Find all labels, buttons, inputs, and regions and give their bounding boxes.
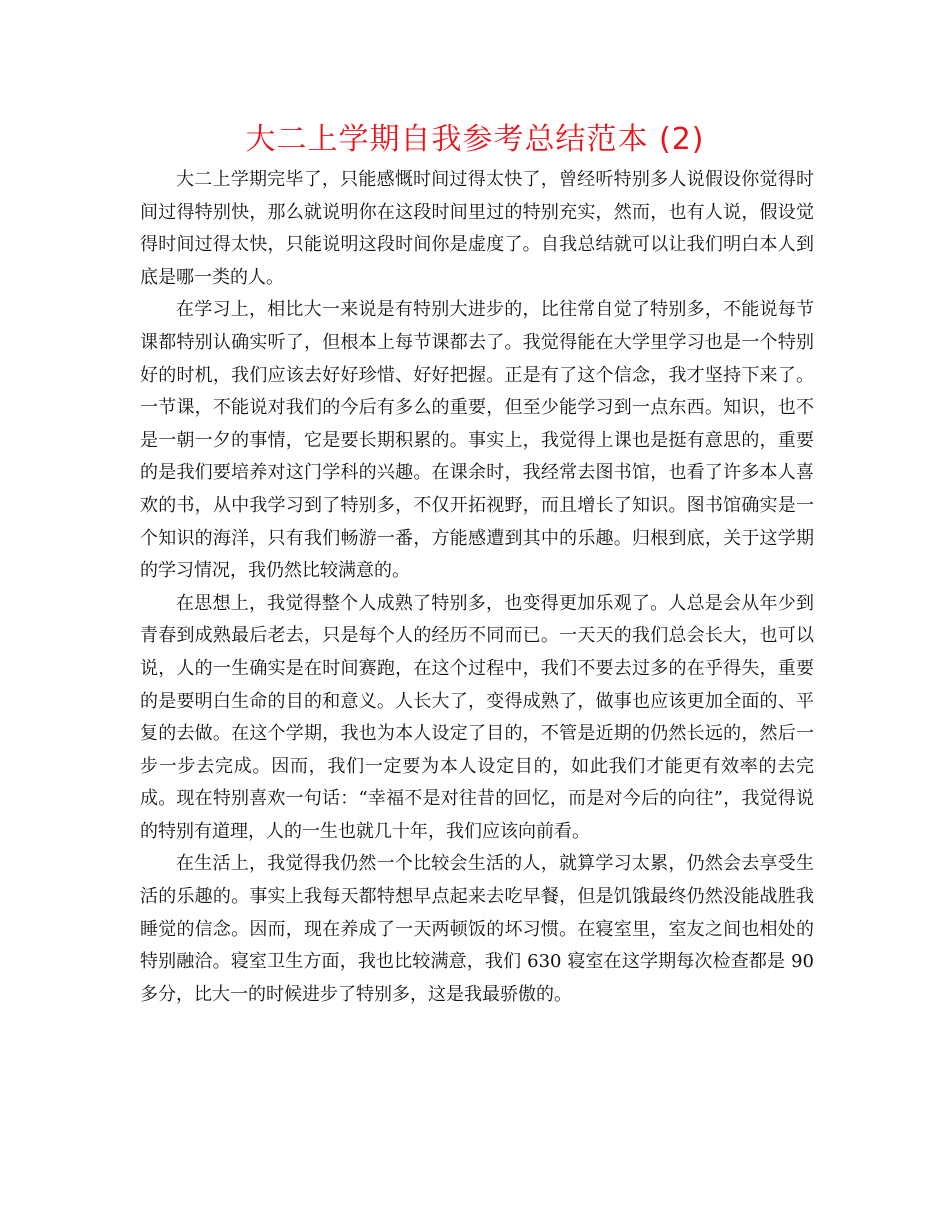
- paragraph-life: 在生活上，我觉得我仍然一个比较会生活的人，就算学习太累，仍然会去享受生活的乐趣的。事实上我每天都特想早点起来去吃早餐，但是饥饿最终仍然没能战胜我睡觉的信念。因而，现在养成了一天两顿饭的坏习惯。在寝室里，室友之间也相处的特别融洽。寝室卫生方面，我也比较满意，我们 630 寝室在这学期每次检查都是 90 多分，比大一的时候进步了特别多，这是我最骄傲的。: [140, 853, 814, 1005]
- paragraph-intro: 大二上学期完毕了，只能感慨时间过得太快了，曾经听特别多人说假设你觉得时间过得特别快，那么就说明你在这段时间里过的特别充实，然而，也有人说，假设觉得时间过得太快，只能说明这段时间你是虚度了。自我总结就可以让我们明白本人到底是哪一类的人。: [140, 169, 814, 288]
- document-body: [140, 164, 814, 1011]
- paragraph-study: 在学习上，相比大一来说是有特别大进步的，比往常自觉了特别多，不能说每节课都特别认确实听了，但根本上每节课都去了。我觉得能在大学里学习也是一个特别好的时机，我们应该去好好珍惜、好好把握。正是有了这个信念，我才坚持下来了。一节课，不能说对我们的今后有多么的重要，但至少能学习到一点东西。知识，也不是一朝一夕的事情，它是要长期积累的。事实上，我觉得上课也是挺有意思的，重要的是我们要培养对这门学科的兴趣。在课余时，我经常去图书馆，也看了许多本人喜欢的书，从中我学习到了特别多，不仅开拓视野，而且增长了知识。图书馆确实是一个知识的海洋，只有我们畅游一番，方能感遭到其中的乐趣。归根到底，关于这学期的学习情况，我仍然比较满意的。: [140, 299, 814, 582]
- document-title: 大二上学期自我参考总结范本 (2): [245, 122, 705, 157]
- paragraph-thought: 在思想上，我觉得整个人成熟了特别多，也变得更加乐观了。人总是会从年少到青春到成熟最后老去，只是每个人的经历不同而已。一天天的我们总会长大，也可以说，人的一生确实是在时间赛跑，在这个过程中，我们不要去过多的在乎得失，重要的是要明白生命的目的和意义。人长大了，变得成熟了，做事也应该更加全面的、平复的去做。在这个学期，我也为本人设定了目的，不管是近期的仍然长远的，然后一步一步去完成。因而，我们一定要为本人设定目的，如此我们才能更有效率的去完成。现在特别喜欢一句话：“幸福不是对往昔的回忆，而是对今后的向往”，我觉得说的特别有道理，人的一生也就几十年，我们应该向前看。: [140, 592, 814, 842]
